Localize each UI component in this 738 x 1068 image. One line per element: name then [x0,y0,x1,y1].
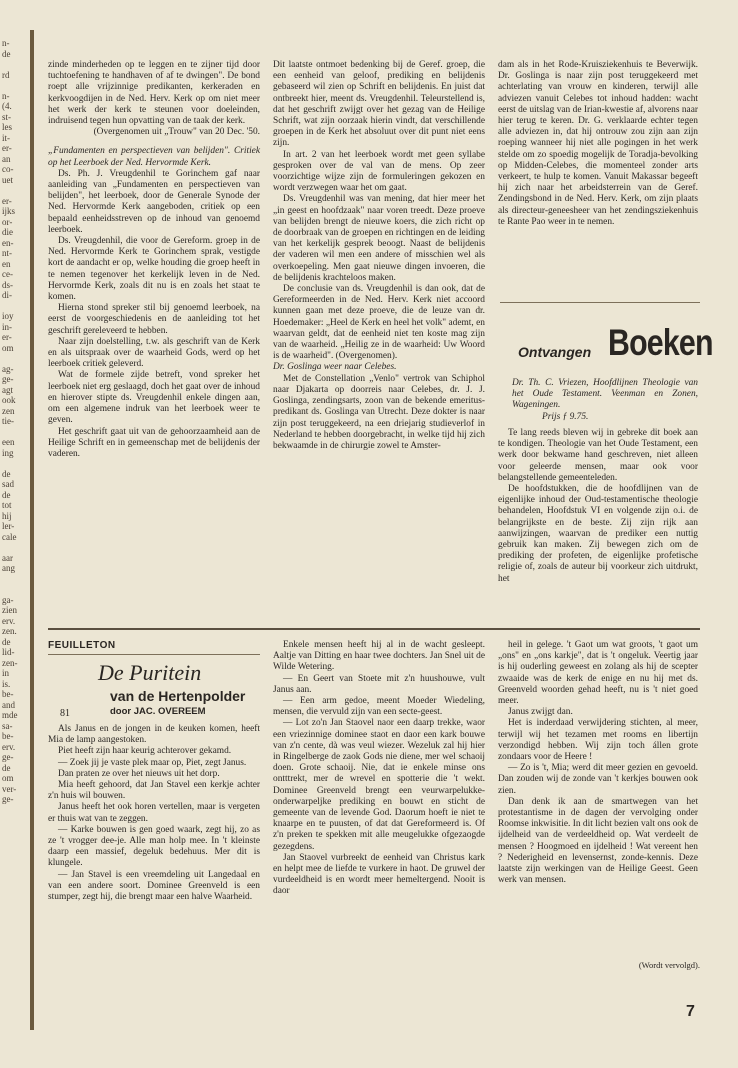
margin-fragment: nt- [2,248,12,258]
boeken-rule [500,302,700,303]
paragraph: — En Geert van Stoete mit z'n huushouwe, vult Janus aan. [273,673,485,695]
binding-edge [30,30,34,1030]
margin-fragment: ler- [2,521,15,531]
margin-fragment: zen. [2,626,17,636]
margin-fragment [2,353,28,364]
margin-fragment: st- [2,111,11,122]
margin-fragment: co- [2,164,14,174]
paragraph: dam als in het Rode-Kruisziekenhuis te Beverwijk. Dr. Goslinga is naar zijn post teruggekeerd met achterlating van vrouw en kinderen, terwijl alle adviezen vanuit Celebes tot inhoud hadden: wacht eerst de uitslag van de Irian-kwestie af, alvorens naar hier terug te keren. Dr. G. verklaarde echter tegen alle adviezen in, dat hij ontrouw zou zijn aan zijn roeping wanneer hij niet alle pogingen in het werk stelde om zo spoedig mogelijk de Toradja-bevolking op Midden-Celebes, die momenteel zonder arts verkeert, te hulp te komen. Vanuit Makassar begeeft hij zich naar het arbeidsterrein van de Geref. Zendingsbond in de Ned. Herv. Kerk, om zijn plaats als directeur-geneesheer van het zendingsziekenhuis te Rante Pao weer in te nemen. [498,60,698,227]
margin-fragment: ds- [2,279,13,290]
margin-fragment: de [2,636,11,647]
margin-fragment: om [2,342,14,353]
paragraph: Naar zijn doelstelling, t.w. als geschrift van de Kerk en als uitspraak over de waarheid Gods, werd op het leerboek critiek geleverd. [48,336,260,370]
margin-fragment: om [2,773,14,783]
paragraph: zinde minderheden op te leggen en te zijner tijd door tuchtoefening te handhaven of af te dwingen". De bond roept alle vrijzinnige predikanten, kerkeraden en kerkvoogdijen in de Ned. Herv. Kerk op om niet meer het werk der kerk te steunen voor doeleinden, indruisend tegen hun opvatting van de taak der kerk. [48,60,260,127]
paragraph: Hierna stond spreker stil bij genoemd leerboek, na eerst de voorgeschiedenis en de aanleiding tot het geschrift gereleveerd te hebben. [48,303,260,336]
paragraph: — Zoek jij je vaste plek maar op, Piet, zegt Janus. [58,757,247,768]
feuilleton-column-1 [48,724,260,903]
margin-fragment: sa- [2,720,13,731]
page-number: 7 [686,1003,695,1020]
margin-fragment: tie- [2,416,14,426]
margin-fragment: zien [2,605,17,615]
margin-fragment: tot [2,500,12,510]
margin-fragment: erv. [2,615,16,626]
margin-fragment: en- [2,237,14,248]
paragraph: heil in gelege. 't Gaot um wat groots, 't gaot um „ons" en „ons karkje", dat is 't ongeluk. Veertig jaar is hij ouderling geweest en zolang als hij de scepter zwaaide was de kerk de enige en nu hij met ds. Greenveld woorden gehad heeft, nu is 't niet goed meer. [498,640,698,707]
margin-fragment: uet [2,174,13,185]
feuilleton-subtitle: van de Hertenpolder [110,688,246,704]
margin-fragment [2,80,28,91]
margin-fragment: in [2,668,10,678]
margin-fragment: les [2,122,12,132]
paragraph: De conclusie van ds. Vreugdenhil is dan ook, dat de Gereformeerden in de Ned. Herv. Kerk niet accoord kunnen gaan met deze proeve, die de leuze van dr. Hoedemaker: „Heel de Kerk en heel het volk" ademt, en waarvan geldt, dat de eenheid niet ten koste mag zijn van de waarheid. „Heilig ze in de waarheid: Uw Woord is de waarheid". (Overgenomen). [273,284,485,362]
margin-fragment [2,584,28,595]
boeken-prefix: Ontvangen [518,344,592,360]
continued-text: (Wordt vervolgd). [638,960,700,970]
margin-fragment: is. [2,678,11,689]
margin-fragment: and [2,699,15,710]
margin-fragment: lid- [2,647,15,657]
feuilleton-rule [48,654,260,655]
margin-fragment: erv. [2,741,16,752]
margin-fragment: in- [2,321,12,332]
paragraph: Dr. Goslinga weer naar Celebes. [273,362,397,373]
margin-fragment: de [2,762,11,773]
margin-fragment: aar [2,552,13,563]
margin-fragment: it- [2,132,10,143]
margin-fragment: de [2,48,11,59]
margin-fragment: een [2,437,15,447]
feuilleton-author: door JAC. OVEREEM [110,706,206,717]
paragraph: Te lang reeds bleven wij in gebreke dit boek aan te kondigen. Theologie van het Oude Testament, een werk door bekwame hand geschreven, niet alleen voor geleerde mensen, maar ook voor belangstellende gemeenteleden. [498,428,698,483]
margin-fragment: be- [2,689,14,699]
margin-fragment: ge- [2,752,14,762]
feuilleton-title: De Puritein [98,660,202,685]
margin-fragment [2,458,28,469]
paragraph: — Karke bouwen is gen goed waark, zegt hij, zo as ze 't vrogger dee-je. Alle man holp mee. In 't kleinste daarp een massief, degeluk bedehuus. Mer dit is klungele. [48,824,260,869]
margin-fragment: ce- [2,269,13,279]
margin-fragment: be- [2,731,14,741]
book-ref-text: Dr. Th. C. Vriezen, Hoofdlijnen Theologie van het Oude Testament. Veenman en Zonen, Wageningen. [512,378,698,411]
paragraph: Dan denk ik aan de smartwegen van het protestantisme in de dagen der vervolging onder Roomse inkwisitie. In dit licht bezien valt ons ook de ijdelheid van de verdeeldheid op. Wat verdeelt de mensen ? Hoogmoed en ijdelheid ! Wat vereent hen ? Nederigheid en levensernst, zonde-kennis. Deze laatste zijn werkingen van de Heilige Geest. Geen werk van mensen. [498,796,698,886]
margin-fragment: ook [2,395,16,405]
margin-fragment: zen [2,405,15,416]
feuilleton-label: FEUILLETON [48,640,116,651]
paragraph: Janus heeft het ook horen vertellen, maar is vergeten er thuis wat van te zeggen. [48,802,260,824]
book-reference [512,378,698,423]
margin-fragment: ge- [2,794,14,804]
margin-fragment [2,542,28,553]
paragraph: Ds. Vreugdenhil, die voor de Gereform. groep in de Ned. Hervormde Kerk te Gorinchem sprak, vestigde kort de aandacht er op, welke houding die groep heeft in te nemen tegenover het kerkelijk leven in de Ned. Hervormde Kerk, zoals dit nu is en zoals het staat te komen. [48,236,260,303]
margin-fragment: zen- [2,657,18,668]
paragraph: Ds. Ph. J. Vreugdenhil te Gorinchem gaf naar aanleiding van „Fundamenten en perspectieven van belijden", het leerboek, door de Generale Synode der Ned. Hervormde Kerk aangeboden, critiek op een bepaald eenheidsstreven op de inhoud van genoemd leerboek. [48,168,260,235]
article-column-1 [48,60,260,460]
paragraph: Enkele mensen heeft hij al in de wacht gesleept. Aaltje van Ditting en haar twee dochters. Jan Snel uit de Wilde Wetering. [273,640,485,673]
margin-fragment: hij [2,510,12,521]
margin-fragment: de [2,468,11,479]
margin-fragment: sad [2,479,14,489]
margin-fragment: mde [2,710,18,720]
margin-fragment [2,427,28,438]
paragraph: Met de Constellation „Venlo" vertrok van Schiphol naar Djakarta op doorreis naar Celebes, dr. J. J. Goslinga, zendingsarts, zoon van de bekende emeritus-predikant ds. Goslinga van Utrecht. Deze dokter is naar zijn post teruggekeerd, na een driejarig studieverlof in Nederland te hebben doorgebracht, in welke tijd hij zich bekwaamde in de chirurgie zowel te Amster- [273,373,485,451]
paragraph: Dan praten ze over het nieuws uit het dorp. [58,768,220,779]
paragraph: Mia heeft gehoord, dat Jan Stavel een kerkje achter z'n huis wil bouwen. [48,780,260,802]
section-rule [48,628,700,630]
paragraph: — Jan Stavel is een vreemdeling uit Langedaal en van een andere soort. Dominee Greenveld is een stumper, zegt hij, die brengt maar een halve Waarheid. [48,869,260,903]
margin-fragment: ing [2,447,14,458]
previous-page-margin [2,38,28,805]
paragraph: — Zo is 't, Mia; werd dit meer gezien en gevoeld. Dan zouden wij de zonde van 't kerkjes bouwen ook zien. [498,763,698,796]
margin-fragment: ioy [2,311,14,321]
margin-fragment: n- [2,90,10,101]
paragraph: Het is inderdaad verwijdering stichten, al meer, terwijl wij het tezamen met rooms en libertijn verzondigd hebben. Wij zijn toch állen grote zondaars voor de Heere ! [498,718,698,763]
paragraph: Piet heeft zijn haar keurig achterover gekamd. [58,746,232,757]
instalment-number: 81 [60,708,70,719]
margin-fragment: en [2,258,11,269]
margin-fragment [2,185,28,196]
margin-fragment: die [2,227,13,237]
margin-fragment: ang [2,563,15,573]
paragraph: — Lot zo'n Jan Staovel naor een daarp trekke, waor een vriezinnige dominee staot en daor een kark bouwe van z'n cente, dà was veul wiezer. Wezeluk zal hij hier in Ringelberge de zaok Gods nie diene, mer wel schaoij doen. Grote schaoij. Nie, dat ie enkele minse ons ontttrekt, mer de wrevel en spotterie die 't wekt. Dominee Greenveld brengt een veurwarpelukke-onderwarpeljke prediking en bouwt en sticht de gemeente van de levende God. Daorum hoeft ie niet te knaarpe en te puusten, of dat dat Gereformeerd is. Of z'n preken te spekken mit alle meugelukke ofgezaogde gezegdens. [273,718,485,852]
article-column-2 [273,60,485,452]
boeken-heading [500,318,713,368]
margin-fragment: agt [2,384,13,395]
margin-fragment: cale [2,531,17,542]
margin-fragment [2,574,28,585]
margin-fragment: er- [2,195,12,206]
paragraph: Als Janus en de jongen in de keuken komen, heeft Mia de lamp aangestoken. [48,724,260,746]
margin-fragment: er- [2,332,12,342]
boeken-title: Boeken [608,322,713,363]
book-review [498,428,698,585]
margin-fragment: er- [2,143,12,153]
feuilleton-column-3 [498,640,698,886]
margin-fragment [2,59,28,70]
margin-fragment: n- [2,38,10,48]
paragraph: Jan Staovel vurbreekt de eenheid van Christus kark en helpt mee de liefde te vurkere in haot. De gruwel der vurdeeldheid is en wordt meer hemeltergend. Nooit is daor [273,852,485,897]
margin-fragment: (4. [2,101,12,111]
paragraph: Wat de formele zijde betreft, vond spreker het leerboek niet erg geslaagd, doch het gaat over de inhoud en hierover stipte ds. Vreugdenhil enkele dingen aan, om een algemene indruk van het leerboek weer te geven. [48,370,260,426]
paragraph: „Fundamenten en perspectieven van belijden". Critiek op het Leerboek der Ned. Hervormde Kerk. [48,146,260,168]
paragraph: Janus zwijgt dan. [508,707,573,718]
paragraph: In art. 2 van het leerboek wordt met geen syllabe gesproken over de val van de mens. Op zeer voorzichtige wijze zijn de formuleringen gekozen en wordt verzwegen waar het om gaat. [273,149,485,194]
feuilleton-column-2 [273,640,485,898]
margin-fragment: ag- [2,363,14,374]
margin-fragment: ge- [2,374,14,384]
margin-fragment [2,301,28,312]
continued-note [600,960,700,971]
paragraph: De hoofdstukken, die de hoofdlijnen van de eigenlijke inhoud der Oud-testamentische theologie behandelen, Hoofdstuk VI en volgende zijn o.i. de belangrijkste en de beste. Zij zijn rijk aan aanwijzingen, waarvan de prediker een nuttig gebruik kan maken. Zij bewegen zich om de prediking der profeten, de eigenlijke profetische religie of, zoals de auteur bij voorkeur zich uitdrukt, het [498,484,698,584]
book-price: Prijs ƒ 9.75. [542,411,589,422]
paragraph: Ds. Vreugdenhil was van mening, dat hier meer het „in geest en hoofdzaak" naar voren treedt. Deze proeve van belijden brengt de nieuwe koers, die zich richt op de doorbraak van de groepen en richtingen en de leiding van het kerkelijk gesprek beoogt. Naast de belijdenis der vaderen wil men een andere of misschien wel als overkoepeling. Men gaat nieuwe dingen invoeren, die de belijdenis krachteloos maken. [273,194,485,283]
margin-fragment: de [2,489,11,500]
paragraph: Dit laatste ontmoet bedenking bij de Geref. groep, die een eenheid van geloof, prediking en belijdenis gebaseerd wil zien op Schrift en belijdenis. En juist dat ontbreekt hier, meent ds. Vreugdenhil. Teleurstellend is, dat het geschrift zwijgt over het gezag van de Heilige Schrift, wat zijn oorzaak hierin vindt, dat verschillende groepen in de Kerk het absoluut over dit punt niet eens zijn. [273,60,485,149]
margin-fragment: ga- [2,594,14,605]
paragraph: — Een arm gedoe, meent Moeder Wiedeling, mensen, die vervuld zijn van een secte-geest. [273,696,485,718]
margin-fragment: ver- [2,783,17,794]
margin-fragment: an [2,153,11,164]
article-column-3 [498,60,698,228]
margin-fragment: ijks [2,206,16,216]
margin-fragment: or- [2,216,13,227]
paragraph: (Overgenomen uit „Trouw" van 20 Dec. '50. [93,127,260,138]
paragraph: Het geschrift gaat uit van de gehoorzaamheid aan de Heilige Schrift en in gemeenschap met de belijdenis der vaderen. [48,426,260,459]
margin-fragment: rd [2,69,10,80]
margin-fragment: di- [2,290,12,300]
